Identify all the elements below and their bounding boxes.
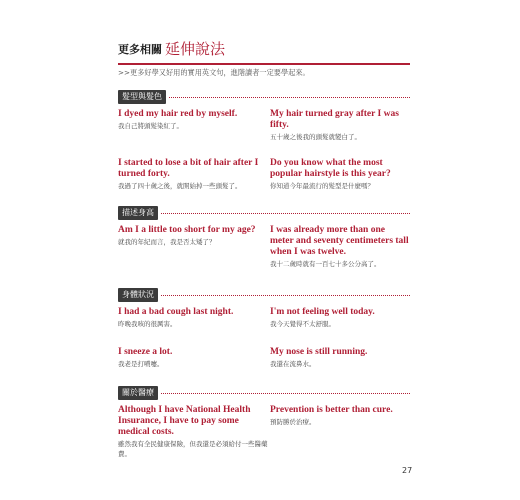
section-tag: 描述身高	[118, 206, 158, 220]
phrase-item	[270, 158, 410, 191]
phrase-chinese: 就我的年紀而言，我是否太矮了？	[118, 238, 216, 246]
phrase-chinese: 預防勝於治療。	[270, 418, 316, 426]
dotted-divider	[169, 97, 410, 98]
phrase-item	[118, 158, 270, 191]
phrase-chinese: 雖然我有全民健康保險，但我還是必須給付一些醫藥費。	[118, 440, 268, 458]
section-height	[118, 206, 410, 269]
phrase-chinese: 我十二歲時就有一百七十多公分高了。	[270, 260, 381, 268]
section-medical	[118, 386, 410, 459]
phrase-english: My hair turned gray after I was fifty.	[270, 109, 399, 130]
phrase-english: Prevention is better than cure.	[270, 405, 393, 415]
phrase-item	[270, 109, 410, 142]
section-tag: 身體狀況	[118, 288, 158, 302]
dotted-divider	[161, 213, 410, 214]
phrase-english: I had a bad cough last night.	[118, 307, 234, 317]
section-header	[118, 90, 410, 104]
page-header	[118, 38, 410, 65]
phrase-english: My nose is still running.	[270, 347, 368, 357]
phrase-chinese: 我老是打噴嚏。	[118, 360, 164, 368]
phrase-item	[270, 225, 410, 269]
phrase-row	[118, 109, 410, 142]
dotted-divider	[161, 295, 410, 296]
phrase-chinese: 昨晚我咳的很厲害。	[118, 320, 177, 328]
phrase-english: Am I a little too short for my age?	[118, 225, 256, 235]
phrase-item	[270, 347, 410, 369]
phrase-english: I sneeze a lot.	[118, 347, 173, 357]
intro-text: >>更多好學又好用的實用英文句，進階讀者一定要學起來。	[118, 68, 310, 77]
phrase-item	[270, 405, 410, 459]
title-prefix: 更多相關	[118, 43, 162, 56]
section-header	[118, 206, 410, 220]
phrase-chinese: 你知道今年最流行的髮型是什麼嗎？	[270, 182, 374, 190]
section-header	[118, 288, 410, 302]
section-tag: 關於醫療	[118, 386, 158, 400]
phrase-item	[118, 405, 270, 459]
phrase-row	[118, 307, 410, 329]
title-main: 延伸說法	[165, 40, 226, 58]
phrase-item	[118, 307, 270, 329]
phrase-item	[118, 347, 270, 369]
section-tag: 髮型與髮色	[118, 90, 166, 104]
phrase-row	[118, 225, 410, 269]
section-header	[118, 386, 410, 400]
phrase-english: Although I have National Health Insurance, I have to pay some medical costs.	[118, 405, 251, 437]
phrase-english: I'm not feeling well today.	[270, 307, 375, 317]
page-title	[118, 38, 410, 59]
phrase-item	[270, 307, 410, 329]
phrase-chinese: 我還在流鼻水。	[270, 360, 316, 368]
phrase-row	[118, 405, 410, 459]
dotted-divider	[161, 393, 410, 394]
phrase-english: I dyed my hair red by myself.	[118, 109, 238, 119]
phrase-chinese: 我自己將頭髮染紅了。	[118, 122, 183, 130]
phrase-row	[118, 158, 410, 191]
phrase-chinese: 我過了四十歲之後，就開始掉一些頭髮了。	[118, 182, 242, 190]
phrase-item	[118, 225, 270, 269]
phrase-row	[118, 347, 410, 369]
phrase-english: I started to lose a bit of hair after I turned forty.	[118, 158, 259, 179]
phrase-chinese: 我今天覺得不太舒服。	[270, 320, 335, 328]
title-underline	[118, 63, 410, 65]
phrase-item	[118, 109, 270, 142]
page-number: 27	[402, 466, 413, 475]
section-hair	[118, 90, 410, 191]
section-health	[118, 288, 410, 369]
phrase-english: I was already more than one meter and seventy centimeters tall when I was twelve.	[270, 225, 409, 257]
phrase-chinese: 五十歲之後我的頭髮就變白了。	[270, 133, 361, 141]
phrase-english: Do you know what the most popular hairstyle is this year?	[270, 158, 391, 179]
